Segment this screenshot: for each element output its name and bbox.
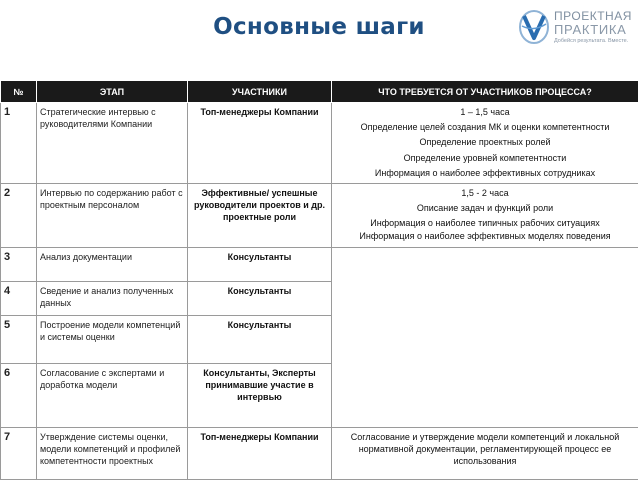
- row-participants: Консультанты: [188, 316, 332, 364]
- table-header-row: [1, 81, 638, 103]
- row-stage: Согласование с экспертами и доработка модели: [37, 364, 188, 428]
- row-number: 5: [1, 316, 37, 364]
- row-requirements: [332, 184, 638, 248]
- row-requirements: [332, 103, 638, 184]
- row-stage: Построение модели компетенций и системы оценки: [37, 316, 188, 364]
- row-stage: Интервью по содержанию работ с проектным персоналом: [37, 184, 188, 248]
- row-stage: Анализ документации: [37, 248, 188, 282]
- row-requirements-empty: [332, 248, 638, 428]
- table-row: [1, 428, 638, 480]
- row-stage: Стратегические интервью с руководителями Компании: [37, 103, 188, 184]
- requirement-line: 1,5 - 2 часа: [335, 187, 635, 199]
- table-row: [1, 184, 638, 248]
- table-row: [1, 248, 638, 282]
- row-participants: Топ-менеджеры Компании: [188, 103, 332, 184]
- row-number: 3: [1, 248, 37, 282]
- header-participants: УЧАСТНИКИ: [188, 81, 332, 103]
- requirement-line: Информация о наиболее эффективных сотрудниках: [335, 167, 635, 179]
- requirement-line: Определение целей создания МК и оценки компетентности: [335, 121, 635, 133]
- logo-globe-icon: [518, 8, 550, 46]
- requirement-line: Информация о наиболее эффективных моделях поведения: [335, 230, 635, 242]
- row-stage: Утверждение системы оценки, модели компетенций и профилей компетентности проектных: [37, 428, 188, 480]
- row-number: 6: [1, 364, 37, 428]
- header-stage: ЭТАП: [37, 81, 188, 103]
- row-number: 1: [1, 103, 37, 184]
- header-num: №: [1, 81, 37, 103]
- row-requirements: [332, 428, 638, 480]
- requirement-line: Согласование и утверждение модели компетенций и локальной нормативной документации, регламентирующей процесс ее использования: [335, 431, 635, 468]
- requirement-line: Информация о наиболее типичных рабочих ситуациях: [335, 217, 635, 229]
- row-number: 2: [1, 184, 37, 248]
- logo-tagline: Добейся результата. Вместе.: [554, 38, 628, 44]
- logo: [518, 6, 636, 52]
- requirement-line: 1 – 1,5 часа: [335, 106, 635, 118]
- row-participants: Консультанты: [188, 248, 332, 282]
- header-requirements: ЧТО ТРЕБУЕТСЯ ОТ УЧАСТНИКОВ ПРОЦЕССА?: [332, 81, 638, 103]
- row-number: 4: [1, 282, 37, 316]
- table-row: [1, 103, 638, 184]
- row-participants: Консультанты: [188, 282, 332, 316]
- steps-table: [0, 80, 638, 480]
- page-title: Основные шаги: [0, 14, 638, 40]
- requirement-line: Определение уровней компетентности: [335, 152, 635, 164]
- requirement-line: Определение проектных ролей: [335, 136, 635, 148]
- row-participants: Топ-менеджеры Компании: [188, 428, 332, 480]
- logo-line-1: ПРОЕКТНАЯ: [554, 9, 632, 23]
- row-participants: Эффективные/ успешные руководители проектов и др. проектные роли: [188, 184, 332, 248]
- row-stage: Сведение и анализ полученных данных: [37, 282, 188, 316]
- logo-line-2: ПРАКТИКА: [554, 22, 627, 37]
- row-number: 7: [1, 428, 37, 480]
- row-participants: Консультанты, Эксперты принимавшие участие в интервью: [188, 364, 332, 428]
- requirement-line: Описание задач и функций роли: [335, 202, 635, 214]
